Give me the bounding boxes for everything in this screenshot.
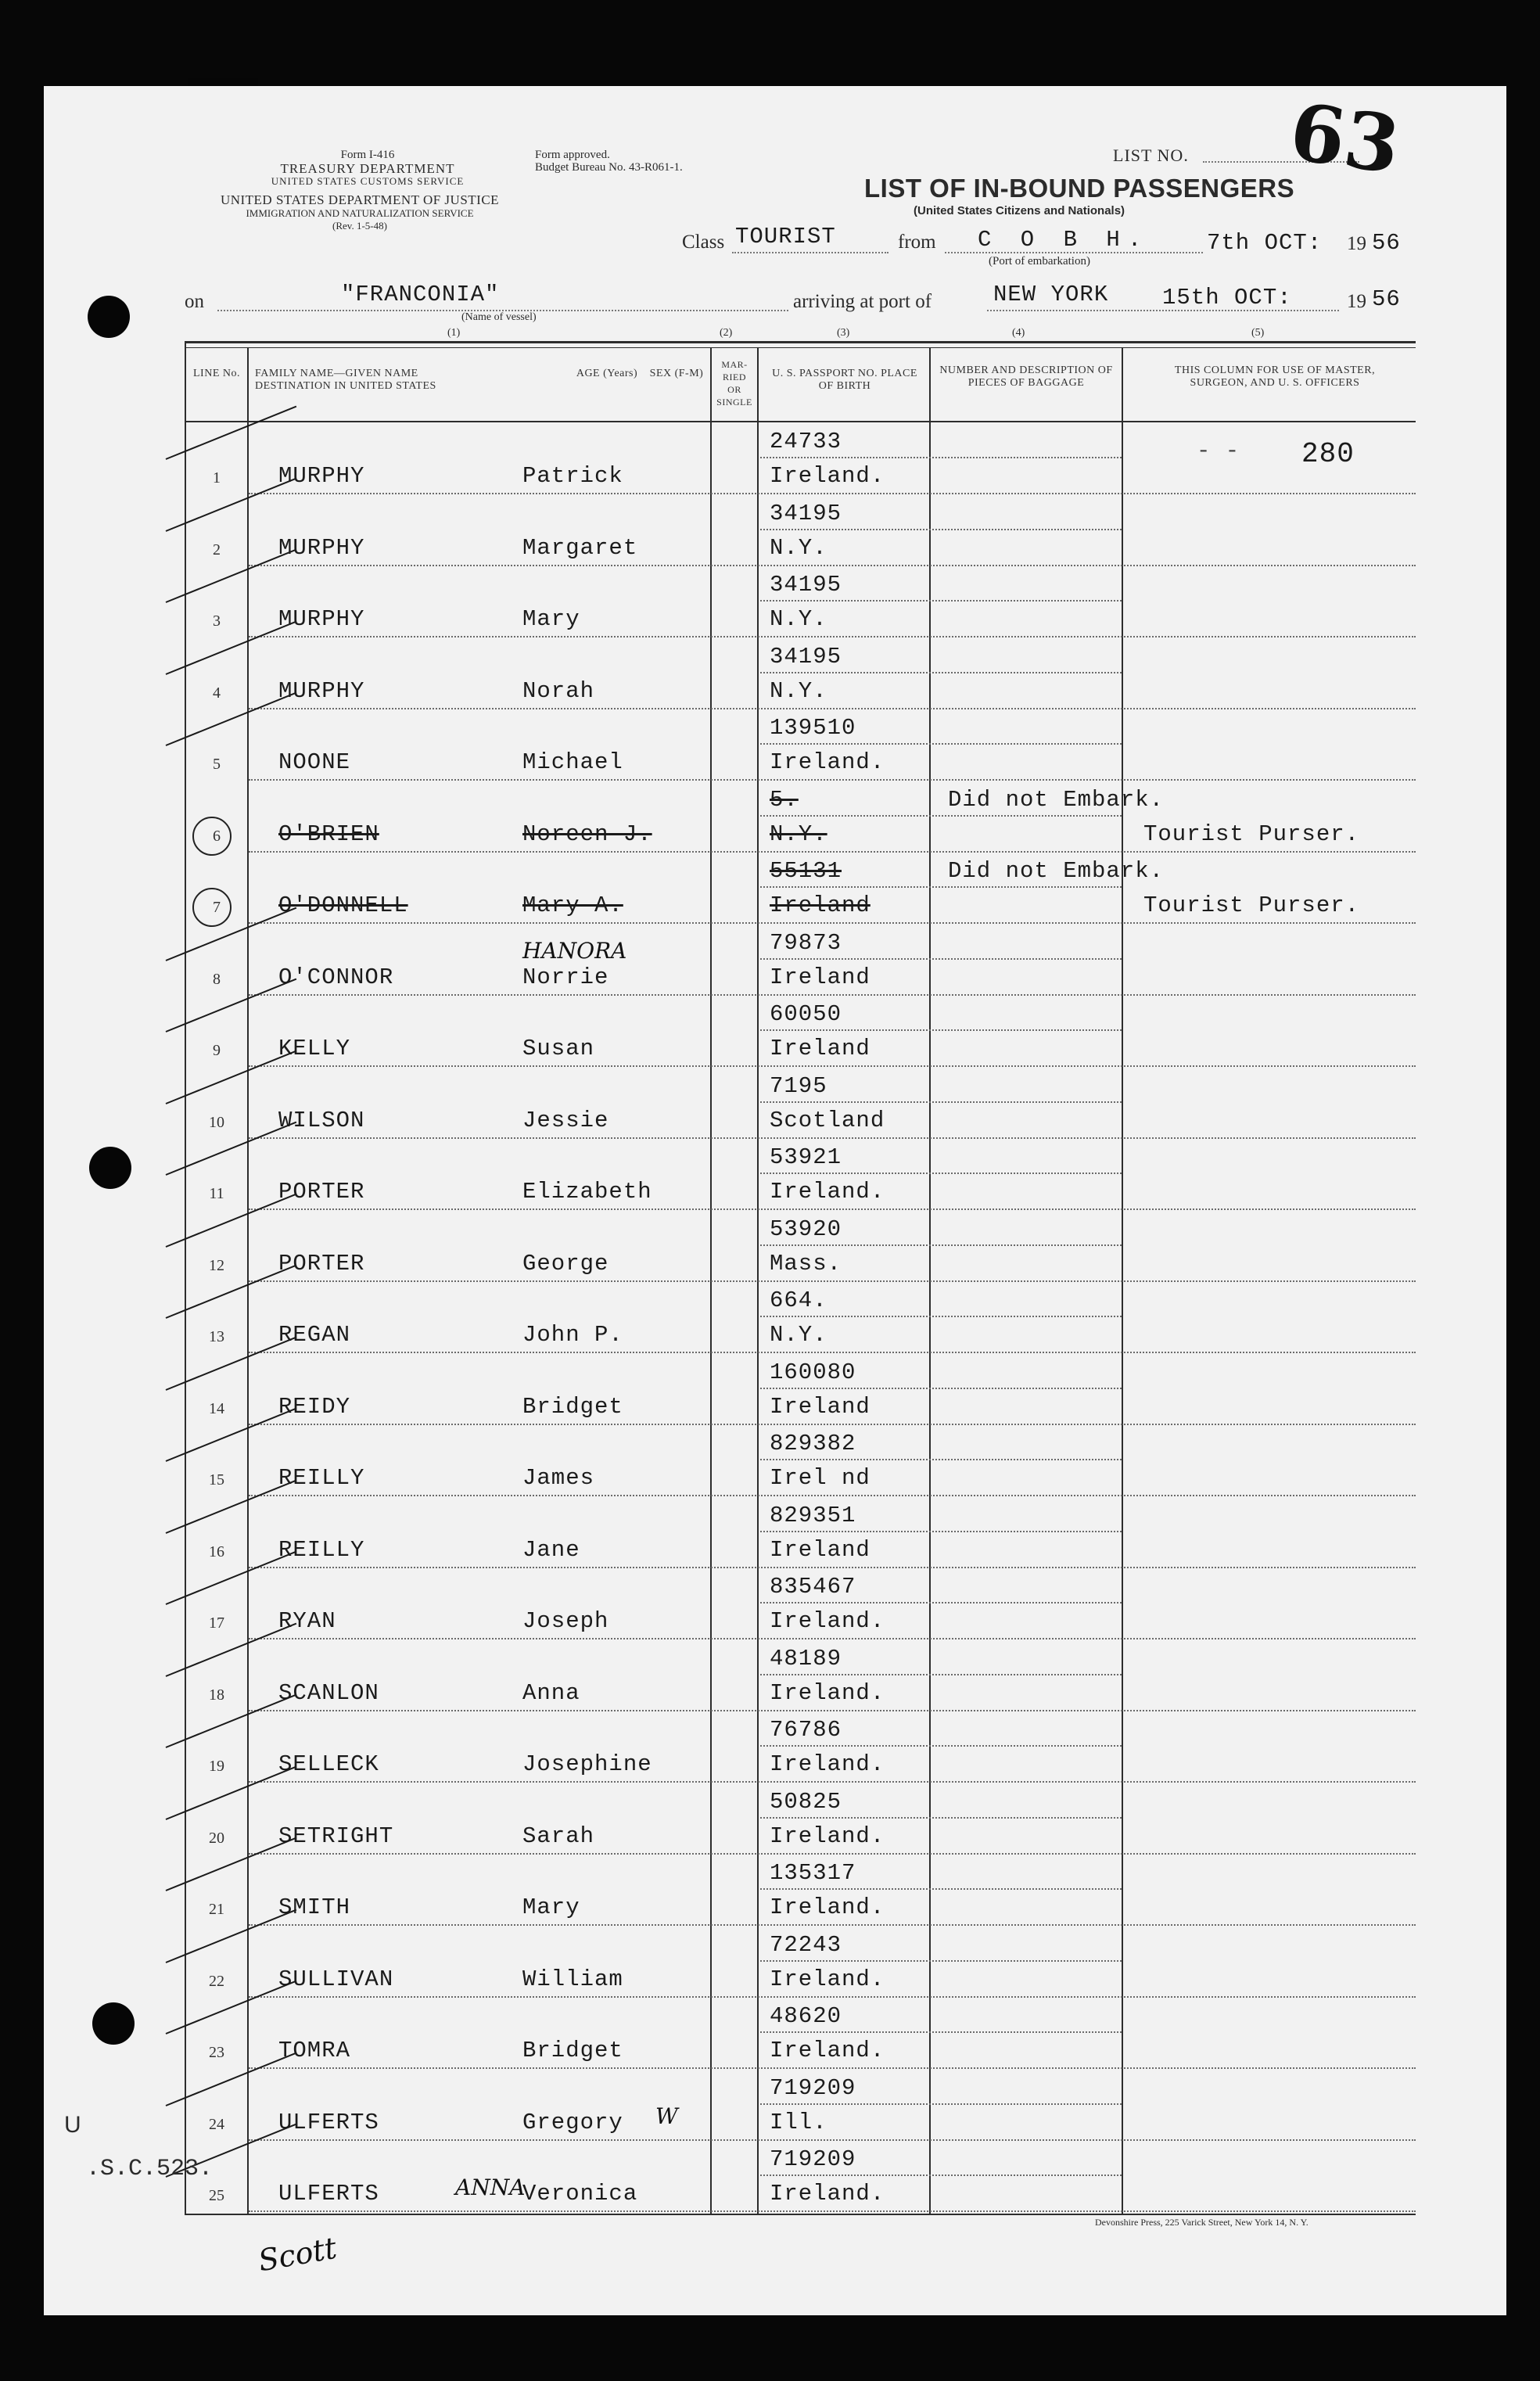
place-of-birth: Ireland: [770, 1036, 871, 1061]
row-rule: [249, 1424, 1416, 1425]
given-name: Michael: [522, 749, 623, 775]
line-number: 19: [209, 1758, 224, 1775]
row-midline: [760, 1316, 1122, 1317]
place-of-birth: Ireland: [770, 964, 871, 990]
given-name: William: [522, 1966, 623, 1992]
place-of-birth: Ill.: [770, 2109, 827, 2135]
family-name: O'BRIEN: [278, 821, 379, 847]
row-midline: [760, 1173, 1122, 1174]
col-header-baggage: NUMBER AND DESCRIPTION OF PIECES OF BAGGAGE: [939, 365, 1113, 389]
given-name: Mary: [522, 606, 580, 632]
family-name: O'CONNOR: [278, 964, 394, 990]
family-name: O'DONNELL: [278, 892, 408, 918]
family-name: SCANLON: [278, 1679, 379, 1706]
given-name: Norah: [522, 677, 595, 704]
justice-label: UNITED STATES DEPARTMENT OF JUSTICE: [220, 192, 500, 207]
family-name: NOONE: [278, 749, 351, 775]
row-midline: [760, 600, 1122, 602]
row-midline: [760, 457, 1122, 458]
row-midline: [760, 2031, 1122, 2033]
margin-stamp: .S.C.523.: [86, 2156, 214, 2182]
passport-number: 719209: [770, 2146, 856, 2172]
passport-number: 76786: [770, 1717, 842, 1743]
row-midline: [760, 1674, 1122, 1675]
given-name: Noreen J.: [522, 821, 652, 847]
col-header-age: AGE (Years): [576, 368, 638, 379]
list-no-handwritten: 63: [1284, 84, 1405, 192]
place-of-birth: Ireland: [770, 892, 871, 918]
col-divider: [185, 341, 186, 2215]
row-rule: [249, 565, 1416, 566]
row-rule: [249, 779, 1416, 781]
row-rule: [249, 1853, 1416, 1855]
revision-label: (Rev. 1-5-48): [332, 220, 387, 232]
family-name: WILSON: [278, 1107, 365, 1133]
col-header-married: MAR-RIED OR SINGLE: [716, 359, 752, 408]
given-name: Josephine: [522, 1751, 652, 1777]
treasury-label: TREASURY DEPARTMENT: [280, 161, 455, 176]
row-rule: [249, 1280, 1416, 1282]
col-header-line-no: LINE No.: [193, 368, 240, 379]
line-number-circle: [192, 817, 232, 856]
place-of-birth: N.Y.: [770, 606, 827, 632]
line-number-circle: [192, 888, 232, 927]
given-name-handwritten: W: [655, 2103, 678, 2129]
family-name: REILLY: [278, 1536, 365, 1563]
row-rule: [249, 1781, 1416, 1783]
line-number: 8: [213, 970, 221, 988]
line-number: 7: [213, 899, 221, 916]
family-name: RYAN: [278, 1608, 336, 1634]
margin-letter: U: [64, 2112, 81, 2138]
given-name: Jessie: [522, 1107, 609, 1133]
row-rule: [249, 1567, 1416, 1568]
given-name: Mary A.: [522, 892, 623, 918]
line-number: 14: [209, 1399, 224, 1417]
given-name: Elizabeth: [522, 1179, 652, 1205]
ins-label: IMMIGRATION AND NATURALIZATION SERVICE: [246, 207, 474, 219]
table-top-border-inner: [185, 347, 1416, 348]
given-name: Mary: [522, 1894, 580, 1920]
row-midline: [760, 1817, 1122, 1819]
line-number: 5: [213, 756, 221, 773]
family-name: REIDY: [278, 1393, 351, 1420]
given-name-handwritten: HANORA: [522, 937, 627, 964]
col-num-2: (2): [720, 327, 733, 339]
line-number: 13: [209, 1328, 224, 1345]
passport-number: 7195: [770, 1072, 827, 1099]
place-of-birth: Ireland.: [770, 1179, 885, 1205]
passport-number: 829382: [770, 1431, 856, 1456]
col-num-1: (1): [447, 327, 461, 339]
family-name: ULFERTS: [278, 2181, 379, 2207]
passport-number: 835467: [770, 1574, 856, 1600]
passport-number: 24733: [770, 429, 842, 454]
embarkation-port: C O B H.: [978, 227, 1150, 253]
place-of-birth: Irel nd: [770, 1465, 871, 1491]
row-midline: [760, 1101, 1122, 1103]
col-header-officers: THIS COLUMN FOR USE OF MASTER, SURGEON, AND U. S. OFFICERS: [1174, 365, 1376, 389]
arriving-label: arriving at port of: [793, 291, 932, 312]
passport-number: 60050: [770, 1001, 842, 1027]
passport-number: 53921: [770, 1144, 842, 1170]
officer-note: 280: [1301, 438, 1355, 470]
col-header-sex: SEX (F-M): [649, 368, 704, 379]
line-number: 3: [213, 612, 221, 630]
row-rule: [249, 1065, 1416, 1067]
family-name: MURPHY: [278, 606, 365, 632]
row-midline: [760, 2103, 1122, 2105]
row-rule: [249, 994, 1416, 996]
family-name: KELLY: [278, 1036, 351, 1061]
passport-number: 139510: [770, 715, 856, 741]
passport-number: 50825: [770, 1788, 842, 1815]
binder-hole: [88, 296, 130, 338]
passport-number: 72243: [770, 1931, 842, 1958]
manifest-title: LIST OF IN-BOUND PASSENGERS: [864, 174, 1295, 203]
purser-note: Tourist Purser.: [1143, 892, 1360, 918]
purser-note: Tourist Purser.: [1143, 821, 1360, 847]
family-name: PORTER: [278, 1179, 365, 1205]
given-name: Jane: [522, 1536, 580, 1563]
place-of-birth: N.Y.: [770, 534, 827, 561]
line-number: 21: [209, 1901, 224, 1918]
row-rule: [249, 1352, 1416, 1353]
row-rule: [249, 1924, 1416, 1926]
place-of-birth: Ireland.: [770, 1894, 885, 1920]
row-rule: [249, 1638, 1416, 1639]
place-of-birth: Ireland.: [770, 2181, 885, 2207]
col-num-3: (3): [837, 327, 850, 339]
family-name: REILLY: [278, 1465, 365, 1491]
line-number: 20: [209, 1829, 224, 1847]
given-name: Joseph: [522, 1608, 609, 1634]
given-name: Sarah: [522, 1823, 595, 1849]
given-name-handwritten: ANNA: [455, 2175, 526, 2200]
place-of-birth: Ireland.: [770, 463, 885, 489]
line-number: 25: [209, 2187, 224, 2204]
printer-imprint: Devonshire Press, 225 Varick Street, New York 14, N. Y.: [1095, 2217, 1308, 2228]
line-number: 16: [209, 1542, 224, 1560]
given-name: Margaret: [522, 534, 638, 561]
year-prefix: 19: [1347, 233, 1366, 254]
passport-number: 48189: [770, 1645, 842, 1672]
col-header-passport: U. S. PASSPORT NO. PLACE OF BIRTH: [772, 368, 917, 392]
manifest-subtitle: (United States Citizens and Nationals): [914, 204, 1125, 217]
place-of-birth: Ireland.: [770, 1751, 885, 1777]
passport-number: 34195: [770, 572, 842, 598]
row-midline: [760, 743, 1122, 745]
place-of-birth: Ireland: [770, 1536, 871, 1563]
row-rule: [249, 636, 1416, 637]
passport-number: 34195: [770, 500, 842, 526]
family-name: MURPHY: [278, 677, 365, 704]
passport-number: 719209: [770, 2074, 856, 2101]
given-name: Bridget: [522, 2038, 623, 2063]
place-of-birth: Ireland.: [770, 749, 885, 775]
line-number: 22: [209, 1972, 224, 1990]
budget-bureau: Budget Bureau No. 43-R061-1.: [535, 161, 683, 174]
place-of-birth: Ireland.: [770, 1966, 885, 1992]
row-rule: [249, 493, 1416, 494]
row-midline: [760, 1029, 1122, 1031]
place-of-birth: Ireland.: [770, 1608, 885, 1634]
row-midline: [760, 2175, 1122, 2176]
place-of-birth: N.Y.: [770, 1322, 827, 1348]
row-rule: [249, 1137, 1416, 1139]
col-header-name: FAMILY NAME—GIVEN NAME DESTINATION IN UNITED STATES: [255, 368, 436, 392]
arrival-year: 56: [1372, 286, 1401, 312]
row-midline: [760, 1602, 1122, 1603]
row-midline: [760, 1745, 1122, 1747]
passport-number: 55131: [770, 858, 842, 884]
class-label: Class: [682, 232, 725, 253]
line-number: 4: [213, 684, 221, 702]
table-bottom-border: [185, 2214, 1416, 2215]
given-name: Susan: [522, 1036, 595, 1061]
place-of-birth: Mass.: [770, 1250, 842, 1277]
row-rule: [249, 708, 1416, 709]
family-name: REGAN: [278, 1322, 351, 1348]
departure-date: 7th OCT:: [1207, 230, 1323, 256]
passport-number: 160080: [770, 1359, 856, 1385]
vessel-name: "FRANCONIA": [341, 282, 500, 307]
list-no-label: LIST NO.: [1113, 145, 1189, 165]
line-number: 9: [213, 1042, 221, 1059]
family-name: SELLECK: [278, 1751, 379, 1777]
arrival-date: 15th OCT:: [1162, 285, 1292, 311]
place-of-birth: Scotland: [770, 1107, 885, 1133]
col-num-5: (5): [1251, 327, 1265, 339]
line-number: 1: [213, 469, 221, 487]
port-embarkation-caption: (Port of embarkation): [989, 255, 1090, 268]
header-bottom-border: [185, 421, 1416, 422]
given-name: Gregory: [522, 2109, 623, 2135]
given-name: Veronica: [522, 2181, 638, 2207]
row-midline: [760, 1888, 1122, 1890]
row-midline: [760, 958, 1122, 960]
line-number: 10: [209, 1113, 224, 1131]
place-of-birth: N.Y.: [770, 677, 827, 704]
line-number: 17: [209, 1614, 224, 1632]
customs-label: UNITED STATES CUSTOMS SERVICE: [271, 175, 465, 187]
binder-hole: [89, 1147, 131, 1189]
line-number: 23: [209, 2044, 224, 2061]
line-number: 15: [209, 1471, 224, 1489]
line-number: 12: [209, 1256, 224, 1274]
passport-number: 48620: [770, 2003, 842, 2029]
row-rule: [249, 2210, 1416, 2212]
place-of-birth: Ireland.: [770, 1823, 885, 1849]
given-name: Anna: [522, 1679, 580, 1706]
passport-number: 5.: [770, 786, 799, 813]
given-name: Patrick: [522, 463, 623, 489]
row-midline: [760, 672, 1122, 673]
from-label: from: [898, 232, 936, 253]
family-name: ULFERTS: [278, 2109, 379, 2135]
baggage-note: Did not Embark.: [948, 858, 1165, 884]
family-name: SETRIGHT: [278, 1823, 394, 1849]
row-midline: [760, 1531, 1122, 1532]
row-midline: [760, 1388, 1122, 1389]
row-midline: [760, 1459, 1122, 1460]
place-of-birth: Ireland.: [770, 2038, 885, 2063]
row-midline: [760, 529, 1122, 530]
form-number: Form I-416: [340, 149, 395, 161]
year-prefix: 19: [1347, 291, 1366, 312]
family-name: SMITH: [278, 1894, 351, 1920]
family-name: SULLIVAN: [278, 1966, 394, 1992]
col-num-4: (4): [1012, 327, 1025, 339]
passport-number: 34195: [770, 643, 842, 670]
line-number: 11: [209, 1185, 224, 1202]
on-label: on: [185, 291, 204, 312]
row-rule: [249, 1996, 1416, 1998]
passport-number: 79873: [770, 929, 842, 956]
row-rule: [249, 1208, 1416, 1210]
row-midline: [760, 815, 1122, 817]
row-midline: [760, 886, 1122, 888]
place-of-birth: N.Y.: [770, 821, 827, 847]
form-approved: Form approved.: [535, 149, 610, 161]
place-of-birth: Ireland.: [770, 1679, 885, 1706]
class-value: TOURIST: [735, 224, 836, 250]
passport-number: 829351: [770, 1502, 856, 1528]
row-rule: [249, 922, 1416, 924]
family-name: MURPHY: [278, 534, 365, 561]
given-name: James: [522, 1465, 595, 1491]
officer-dash: - -: [1197, 438, 1240, 464]
vessel-caption: (Name of vessel): [461, 311, 537, 323]
given-name: Norrie: [522, 964, 609, 990]
line-number: 2: [213, 540, 221, 558]
passport-number: 135317: [770, 1860, 856, 1886]
row-rule: [249, 1495, 1416, 1496]
row-midline: [760, 1960, 1122, 1962]
line-number: 18: [209, 1686, 224, 1704]
margin-signature: Scott: [255, 2230, 339, 2279]
departure-year: 56: [1372, 230, 1401, 256]
row-rule: [249, 851, 1416, 853]
row-rule: [249, 2067, 1416, 2069]
arrival-port: NEW YORK: [993, 282, 1109, 307]
given-name: John P.: [522, 1322, 623, 1348]
table-top-border: [185, 341, 1416, 343]
family-name: PORTER: [278, 1250, 365, 1277]
class-fill: [732, 252, 888, 253]
line-number: 24: [209, 2115, 224, 2133]
line-number: 6: [213, 827, 221, 845]
place-of-birth: Ireland: [770, 1393, 871, 1420]
row-midline: [760, 1244, 1122, 1246]
row-rule: [249, 2139, 1416, 2141]
passport-number: 53920: [770, 1216, 842, 1242]
given-name: George: [522, 1250, 609, 1277]
family-name: MURPHY: [278, 463, 365, 489]
given-name: Bridget: [522, 1393, 623, 1420]
passport-number: 664.: [770, 1287, 827, 1313]
binder-hole: [92, 2002, 135, 2045]
row-rule: [249, 1710, 1416, 1711]
family-name: TOMRA: [278, 2038, 351, 2063]
baggage-note: Did not Embark.: [948, 786, 1165, 813]
